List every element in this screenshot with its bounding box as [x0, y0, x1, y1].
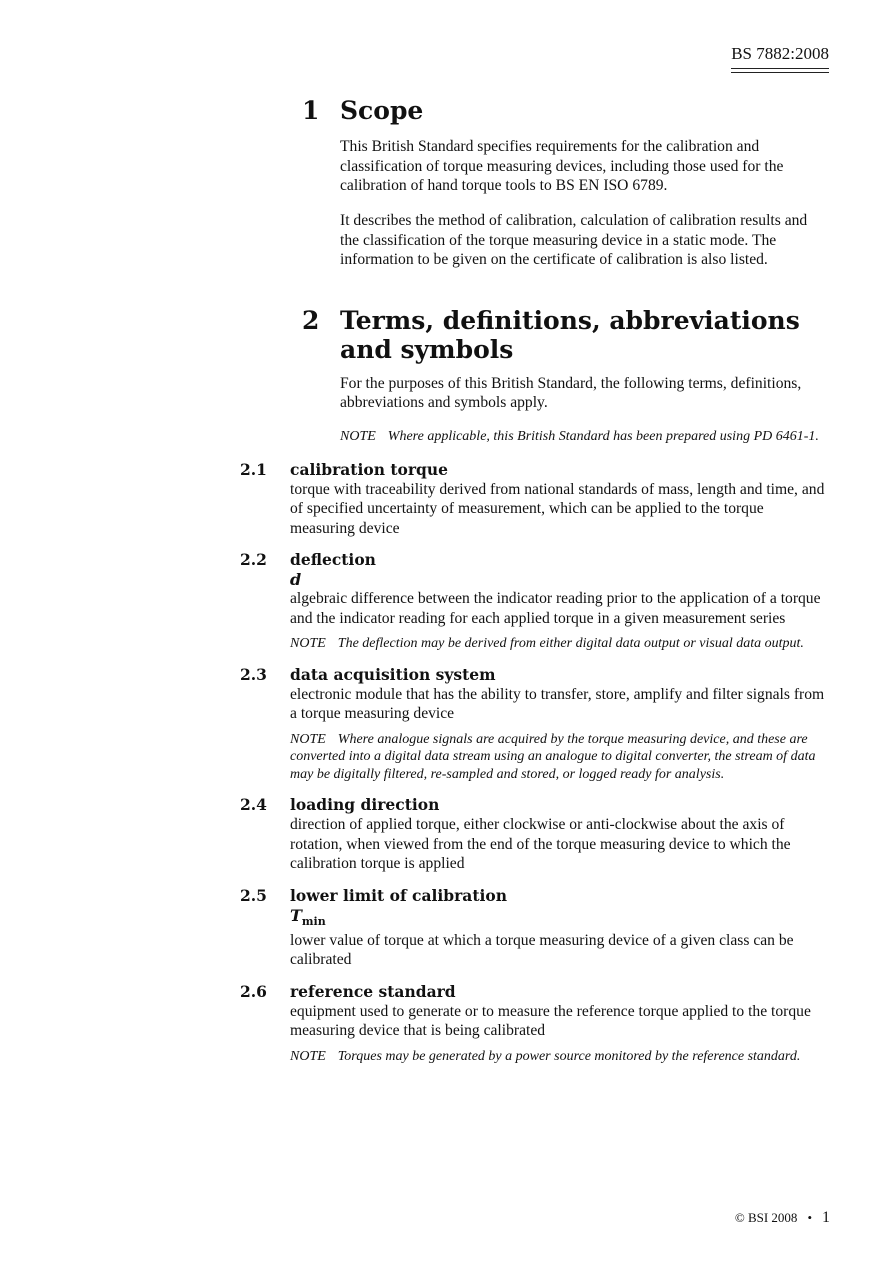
note-text: The deflection may be derived from either digital data output or visual data output. — [337, 636, 804, 652]
term-entry — [240, 665, 830, 784]
paragraph: For the purposes of this British Standard, the following terms, definitions, abbreviations and symbols apply. — [340, 374, 802, 412]
term-name: deflection — [290, 550, 376, 570]
paragraph: This British Standard specifies requirements for the calibration and classification of torque measuring devices, including those used for the calibration of hand torque tools to BS EN ISO 6789. — [340, 138, 784, 194]
header-rule-double — [731, 72, 829, 73]
section-number: 1 — [302, 96, 320, 125]
term-number: 2.3 — [240, 664, 267, 684]
term-number: 2.2 — [240, 550, 267, 570]
term-definition: equipment used to generate or to measure the reference torque applied to the torque measuring device that is being calibrated — [290, 1002, 811, 1040]
term-name: calibration torque — [290, 459, 448, 479]
term-number: 2.4 — [240, 795, 267, 815]
term-symbol: d — [290, 570, 302, 590]
note — [340, 428, 830, 446]
note-label: NOTE — [290, 731, 326, 747]
section-heading-terms — [290, 306, 830, 364]
page-footer — [735, 1209, 830, 1227]
term-name: lower limit of calibration — [290, 885, 507, 905]
section-heading-scope — [290, 96, 830, 125]
term-definition: direction of applied torque, either clockwise or anti-clockwise about the axis of rotation, when viewed from the end of the torque measuring device to which the calibration torque is applied — [290, 816, 791, 873]
term-name: data acquisition system — [290, 664, 496, 684]
header-rule — [731, 68, 829, 69]
term-entry — [240, 460, 830, 539]
note-text: Torques may be generated by a power source monitored by the reference standard. — [337, 1048, 801, 1064]
section-number: 2 — [302, 305, 320, 335]
note — [290, 635, 830, 653]
note-text: Where applicable, this British Standard has been prepared using PD 6461-1. — [387, 429, 819, 445]
term-number: 2.5 — [240, 885, 267, 905]
term-entry — [240, 886, 830, 970]
document-id: BS 7882:2008 — [731, 44, 829, 63]
note-label: NOTE — [290, 1048, 326, 1064]
term-definition: algebraic difference between the indicator reading prior to the application of a torque and the indicator reading for each applied torque in a given measurement series — [290, 590, 821, 627]
footer-bullet: • — [807, 1210, 812, 1225]
section-title: Scope — [340, 96, 424, 125]
term-definition: lower value of torque at which a torque measuring device of a given class can be calibrated — [290, 931, 794, 969]
note — [290, 731, 830, 784]
term-entry — [240, 982, 830, 1066]
copyright-notice: © BSI 2008 — [734, 1210, 798, 1225]
note-label: NOTE — [340, 429, 376, 445]
page-body — [240, 96, 830, 1065]
term-name: reference standard — [290, 981, 456, 1001]
term-definition: electronic module that has the ability to transfer, store, amplify and filter signals from a torque measuring device — [290, 685, 825, 723]
term-symbol-subscript: min — [301, 914, 326, 928]
note-text: Where analogue signals are acquired by the torque measuring device, and these are converted into a digital data stream using an analogue to digital converter, the stream of data may be digitally filtered, re-sampled and stored, or logged ready for analysis. — [290, 731, 816, 782]
term-entry — [240, 795, 830, 874]
term-number: 2.6 — [240, 981, 267, 1001]
note — [290, 1048, 830, 1066]
note-label: NOTE — [290, 636, 326, 652]
running-header — [731, 44, 829, 73]
term-entry — [240, 550, 830, 653]
paragraph: It describes the method of calibration, calculation of calibration results and the classification of the torque measuring device in a static mode. The information to be given on the certificate of calibration is also listed. — [340, 212, 808, 269]
term-name: loading direction — [290, 795, 440, 815]
term-symbol-main: T — [290, 905, 302, 925]
section-title: Terms, definitions, abbreviations and symbols — [340, 305, 800, 364]
page-number: 1 — [822, 1209, 830, 1226]
term-symbol — [290, 906, 830, 931]
term-definition: torque with traceability derived from national standards of mass, length and time, and of specified uncertainty of measurement, which can be applied to the torque measuring device — [290, 480, 825, 537]
term-number: 2.1 — [240, 459, 267, 479]
